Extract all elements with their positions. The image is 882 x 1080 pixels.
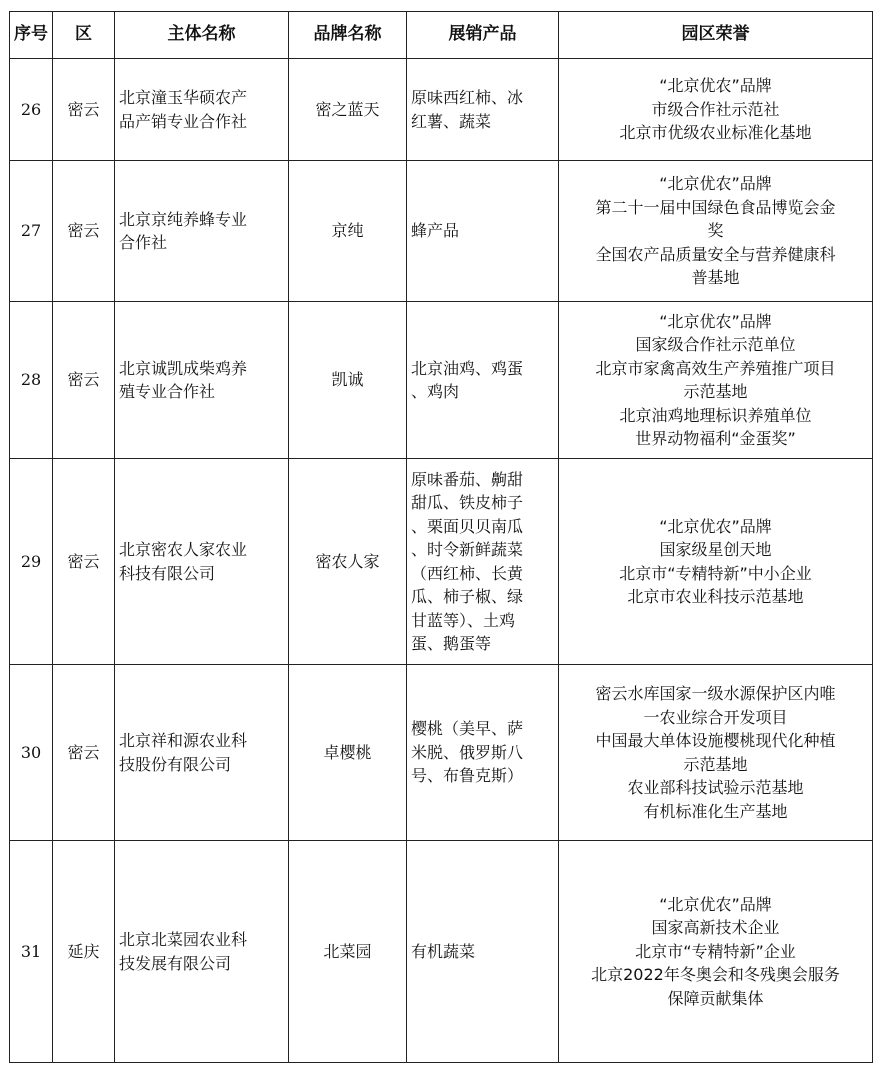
cell-district: 密云 — [53, 665, 115, 841]
cell-honors-line: 国家高新技术企业 — [651, 918, 780, 938]
cell-products-line: 、时令新鲜蔬菜 — [411, 540, 524, 559]
cell-district: 延庆 — [53, 841, 115, 1063]
cell-honors-line: “北京优农”品牌 — [659, 76, 772, 96]
cell-entity-line: 北京京纯养蜂专业 — [119, 209, 248, 229]
cell-products-line: 、栗面贝贝南瓜 — [411, 516, 524, 536]
cell-brand: 密农人家 — [289, 459, 407, 665]
cell-honors-line: 全国农产品质量安全与营养健康科 — [595, 244, 836, 264]
cell-honors-line: 北京油鸡地理标识养殖单位 — [619, 405, 812, 425]
header-entity: 主体名称 — [115, 12, 289, 59]
cell-brand: 卓樱桃 — [289, 665, 407, 841]
cell-products-line: 有机蔬菜 — [411, 941, 476, 961]
cell-products — [407, 841, 559, 1063]
cell-brand: 京纯 — [289, 161, 407, 302]
cell-honors-line: 北京市“专精特新”企业 — [635, 941, 796, 961]
cell-products-line: 樱桃（美早、萨 — [411, 719, 524, 739]
table-row — [10, 161, 873, 302]
cell-honors-line: 中国最大单体设施樱桃现代化种植 — [595, 731, 836, 750]
header-district: 区 — [53, 12, 115, 59]
cell-brand: 密之蓝天 — [289, 59, 407, 161]
cell-entity — [115, 459, 289, 665]
enterprise-table — [9, 11, 873, 1063]
cell-honors-line: 市级合作社示范社 — [651, 99, 780, 119]
table-row — [10, 302, 873, 459]
cell-products-line: 原味番茄、齁甜 — [411, 469, 524, 489]
cell-honors — [559, 841, 873, 1063]
cell-district: 密云 — [53, 459, 115, 665]
cell-products-line: 原味西红柿、冰 — [411, 88, 524, 107]
cell-products-line: 米脱、俄罗斯八 — [411, 742, 524, 762]
cell-honors-line: “北京优农”品牌 — [659, 311, 772, 331]
cell-honors-line: 北京市农业科技示范基地 — [627, 587, 804, 606]
cell-honors-line: 一农业综合开发项目 — [643, 707, 788, 727]
cell-products-line: 北京油鸡、鸡蛋 — [411, 358, 524, 378]
cell-products-line: （西红柿、长黄 — [411, 563, 524, 583]
cell-no: 26 — [10, 59, 53, 161]
cell-honors-line: 有机标准化生产基地 — [643, 801, 788, 821]
cell-entity-line: 北京潼玉华硕农产 — [119, 88, 248, 107]
cell-honors-line: “北京优农”品牌 — [659, 516, 772, 536]
cell-district: 密云 — [53, 59, 115, 161]
cell-honors — [559, 459, 873, 665]
cell-honors-line: 世界动物福利“金蛋奖” — [635, 429, 796, 448]
cell-entity-line: 北京祥和源农业科 — [119, 731, 248, 750]
cell-products — [407, 59, 559, 161]
cell-honors — [559, 161, 873, 302]
cell-honors-line: 农业部科技试验示范基地 — [627, 778, 804, 797]
cell-products — [407, 302, 559, 459]
table-row — [10, 459, 873, 665]
cell-honors-line: 普基地 — [691, 268, 740, 288]
cell-entity-line: 殖专业合作社 — [119, 382, 216, 401]
cell-honors-line: 保障贡献集体 — [667, 988, 764, 1008]
cell-entity-line: 技发展有限公司 — [119, 953, 232, 973]
cell-honors-line: 第二十一届中国绿色食品博览会金 — [595, 197, 836, 217]
cell-entity — [115, 302, 289, 459]
header-honors: 园区荣誉 — [559, 12, 873, 59]
cell-products — [407, 665, 559, 841]
cell-honors-line: 示范基地 — [683, 754, 748, 774]
cell-products — [407, 161, 559, 302]
header-products: 展销产品 — [407, 12, 559, 59]
cell-entity — [115, 59, 289, 161]
cell-honors-line: 国家级合作社示范单位 — [635, 335, 796, 354]
cell-honors-line: 北京市家禽高效生产养殖推广项目 — [595, 358, 836, 378]
cell-entity — [115, 161, 289, 302]
cell-honors-line: “北京优农”品牌 — [659, 174, 772, 194]
cell-products-line: 瓜、柿子椒、绿 — [411, 587, 524, 606]
cell-honors-line: 示范基地 — [683, 382, 748, 401]
cell-district: 密云 — [53, 302, 115, 459]
cell-products-line: 甘蓝等）、土鸡 — [411, 610, 516, 630]
cell-entity — [115, 665, 289, 841]
cell-entity — [115, 841, 289, 1063]
cell-brand: 北菜园 — [289, 841, 407, 1063]
cell-entity-line: 技股份有限公司 — [119, 754, 232, 774]
header-no: 序号 — [10, 12, 53, 59]
cell-products-line: 、鸡肉 — [411, 382, 460, 401]
cell-entity-line: 科技有限公司 — [119, 563, 216, 583]
cell-products-line: 号、布鲁克斯） — [411, 766, 524, 786]
cell-no: 31 — [10, 841, 53, 1063]
cell-honors-line: 北京2022年冬奥会和冬残奥会服务 — [591, 965, 840, 985]
cell-products-line: 蜂产品 — [411, 221, 460, 241]
cell-products-line: 甜瓜、铁皮柿子 — [411, 493, 524, 512]
table-row — [10, 665, 873, 841]
cell-honors-line: 北京市“专精特新”中小企业 — [619, 563, 812, 583]
cell-honors — [559, 665, 873, 841]
header-brand: 品牌名称 — [289, 12, 407, 59]
cell-honors — [559, 302, 873, 459]
table-row — [10, 841, 873, 1063]
cell-honors-line: 北京市优级农业标准化基地 — [619, 123, 812, 143]
cell-entity-line: 合作社 — [119, 233, 168, 252]
cell-products-line: 蛋、鹅蛋等 — [411, 634, 492, 653]
cell-entity-line: 品产销专业合作社 — [119, 111, 248, 131]
cell-entity-line: 北京诚凯成柴鸡养 — [119, 358, 248, 378]
cell-honors-line: 密云水库国家一级水源保护区内唯 — [595, 684, 836, 703]
cell-honors-line: 国家级星创天地 — [659, 540, 772, 559]
table-row — [10, 59, 873, 161]
cell-honors-line: “北京优农”品牌 — [659, 894, 772, 914]
cell-no: 28 — [10, 302, 53, 459]
table-header-row — [10, 12, 873, 59]
cell-entity-line: 北京北菜园农业科 — [119, 930, 248, 949]
cell-products-line: 红薯、蔬菜 — [411, 111, 492, 131]
cell-products — [407, 459, 559, 665]
cell-no: 30 — [10, 665, 53, 841]
cell-entity-line: 北京密农人家农业 — [119, 540, 248, 559]
cell-district: 密云 — [53, 161, 115, 302]
cell-no: 27 — [10, 161, 53, 302]
cell-brand: 凯诚 — [289, 302, 407, 459]
cell-no: 29 — [10, 459, 53, 665]
cell-honors — [559, 59, 873, 161]
cell-honors-line: 奖 — [707, 221, 724, 241]
